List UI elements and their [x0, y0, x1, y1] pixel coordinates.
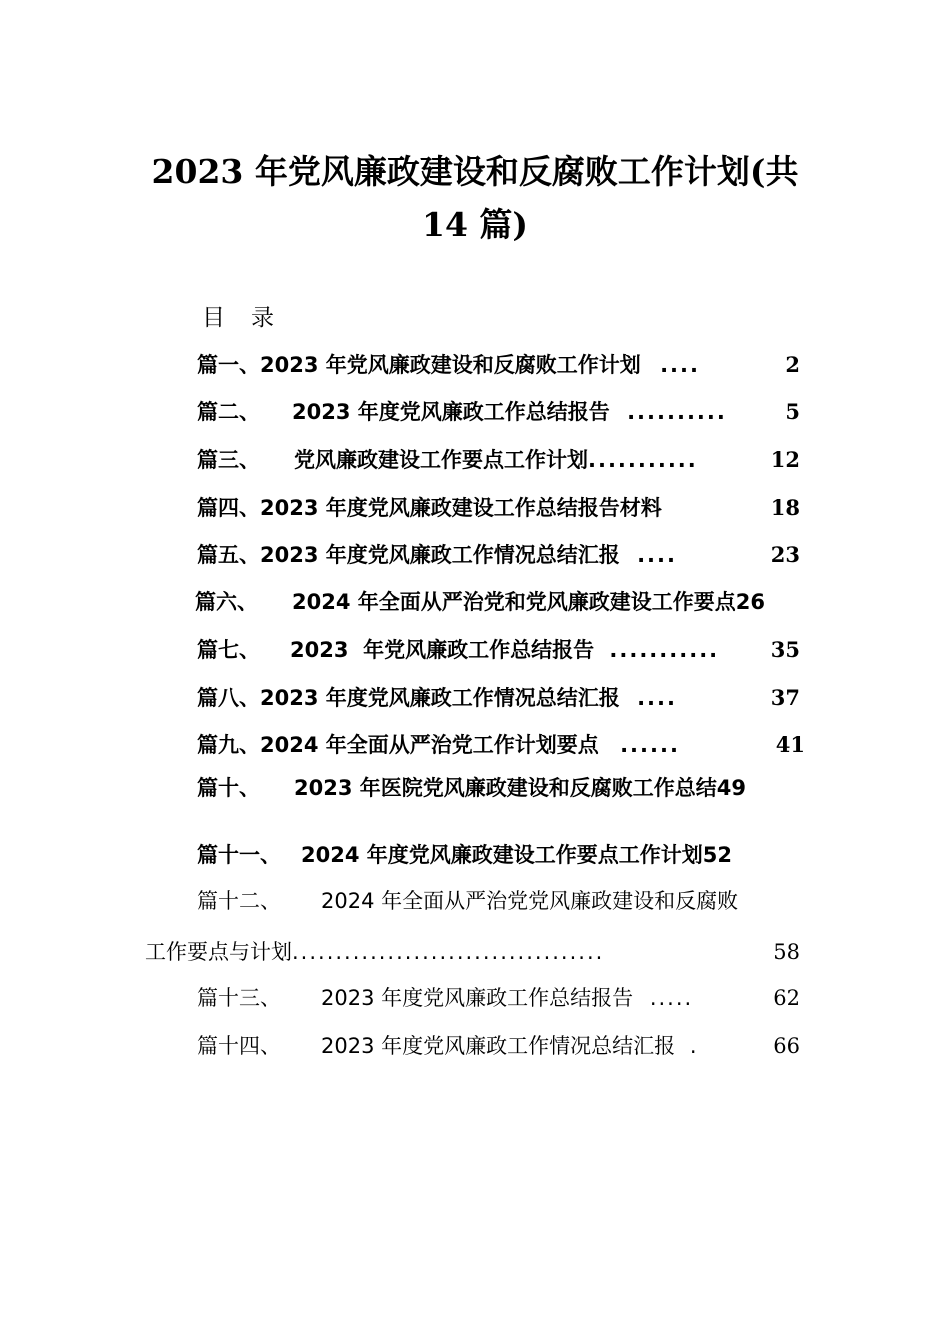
toc-entry-title: 2024 年全面从严治党和党风廉政建设工作要点	[292, 590, 736, 614]
toc-entry-page: 41	[775, 732, 805, 757]
toc-entry-leader: .....	[649, 986, 694, 1010]
toc-entry-title: 2024 年全面从严治党党风廉政建设和反腐败	[321, 889, 739, 913]
toc-entry[interactable]	[197, 540, 677, 570]
toc-entry-page: 26	[735, 590, 765, 614]
toc-entry-page: 37	[770, 685, 800, 710]
toc-entry-title: 2023 年度党风廉政工作总结报告	[292, 400, 610, 424]
toc-heading-char-2: 录	[251, 305, 274, 331]
toc-entry-leader: .	[689, 1034, 699, 1058]
toc-entry-title: 2023 年度党风廉政工作情况总结汇报	[260, 686, 620, 710]
toc-entry[interactable]	[197, 840, 732, 870]
toc-entry-label: 篇十、	[197, 776, 260, 800]
toc-entry-label: 篇十三、	[197, 986, 281, 1010]
document-title-line-2: 14 篇)	[421, 205, 529, 244]
toc-entry-page: 66	[773, 1034, 800, 1058]
toc-entry-title: 2023 年党风廉政工作总结报告	[290, 638, 595, 662]
toc-heading	[202, 304, 274, 332]
toc-entry[interactable]	[197, 773, 746, 803]
toc-entry-page: 52	[702, 843, 732, 867]
toc-entry[interactable]	[197, 397, 727, 427]
toc-entry-leader: ....................................	[292, 940, 605, 964]
toc-entry-title: 2023 年医院党风廉政建设和反腐败工作总结	[294, 776, 717, 800]
toc-entry-page: 12	[770, 447, 800, 472]
toc-entry-title: 2024 年全面从严治党工作计划要点	[260, 733, 599, 757]
toc-entry-label: 篇三、	[197, 448, 260, 472]
toc-entry-title-continuation: 工作要点与计划	[145, 940, 292, 964]
toc-heading-char-1: 目	[202, 305, 225, 331]
toc-entry-label: 篇七、	[197, 638, 260, 662]
toc-entry-label: 篇五、	[197, 543, 260, 567]
toc-entry-label: 篇一、	[197, 353, 260, 377]
toc-entry-label: 篇十一、	[197, 843, 281, 867]
toc-entry[interactable]	[197, 445, 698, 475]
toc-entry-leader: ....	[637, 543, 677, 567]
toc-entry-page: 2	[785, 352, 800, 377]
toc-entry-title: 2023 年度党风廉政工作总结报告	[321, 986, 634, 1010]
toc-entry-title: 2024 年度党风廉政建设工作要点工作计划	[301, 843, 703, 867]
toc-entry-leader: ....	[660, 353, 700, 377]
toc-entry-label: 篇九、	[197, 733, 260, 757]
toc-entry-title: 2023 年党风廉政建设和反腐败工作计划	[260, 353, 641, 377]
toc-entry-title: 2023 年度党风廉政建设工作总结报告材料	[260, 496, 662, 520]
toc-entry-page: 35	[770, 637, 800, 662]
toc-entry-page: 18	[770, 495, 800, 520]
toc-entry-label: 篇四、	[197, 496, 260, 520]
toc-entry-continuation[interactable]	[145, 937, 604, 967]
toc-entry-page: 5	[785, 399, 800, 424]
toc-entry-title: 2023 年度党风廉政工作情况总结汇报	[321, 1034, 676, 1058]
toc-entry-label: 篇八、	[197, 686, 260, 710]
toc-entry[interactable]	[197, 730, 680, 760]
toc-entry-leader: ....	[637, 686, 677, 710]
toc-entry[interactable]	[197, 350, 700, 380]
toc-entry-page: 23	[770, 542, 800, 567]
toc-entry-leader: ...........	[588, 448, 698, 472]
toc-entry[interactable]	[195, 587, 765, 617]
toc-entry[interactable]	[197, 886, 738, 916]
toc-entry-label: 篇二、	[197, 400, 260, 424]
toc-entry[interactable]	[197, 683, 677, 713]
toc-entry-leader: ..........	[627, 400, 727, 424]
toc-entry-leader: ...........	[609, 638, 720, 662]
toc-entry-label: 篇十二、	[197, 889, 281, 913]
toc-entry-title: 党风廉政建设工作要点工作计划	[294, 448, 588, 472]
toc-entry[interactable]	[197, 493, 662, 523]
toc-entry-title: 2023 年度党风廉政工作情况总结汇报	[260, 543, 620, 567]
document-title-line-1: 2023 年党风廉政建设和反腐败工作计划(共	[151, 152, 799, 191]
toc-entry-page: 58	[773, 940, 800, 964]
toc-entry[interactable]	[197, 1031, 699, 1061]
toc-entry-page: 62	[773, 986, 800, 1010]
toc-entry-label: 篇六、	[195, 590, 258, 614]
toc-entry-page: 49	[716, 776, 746, 800]
toc-entry-label: 篇十四、	[197, 1034, 281, 1058]
toc-entry-leader: ......	[620, 733, 680, 757]
toc-entry[interactable]	[197, 635, 719, 665]
toc-entry[interactable]	[197, 983, 693, 1013]
